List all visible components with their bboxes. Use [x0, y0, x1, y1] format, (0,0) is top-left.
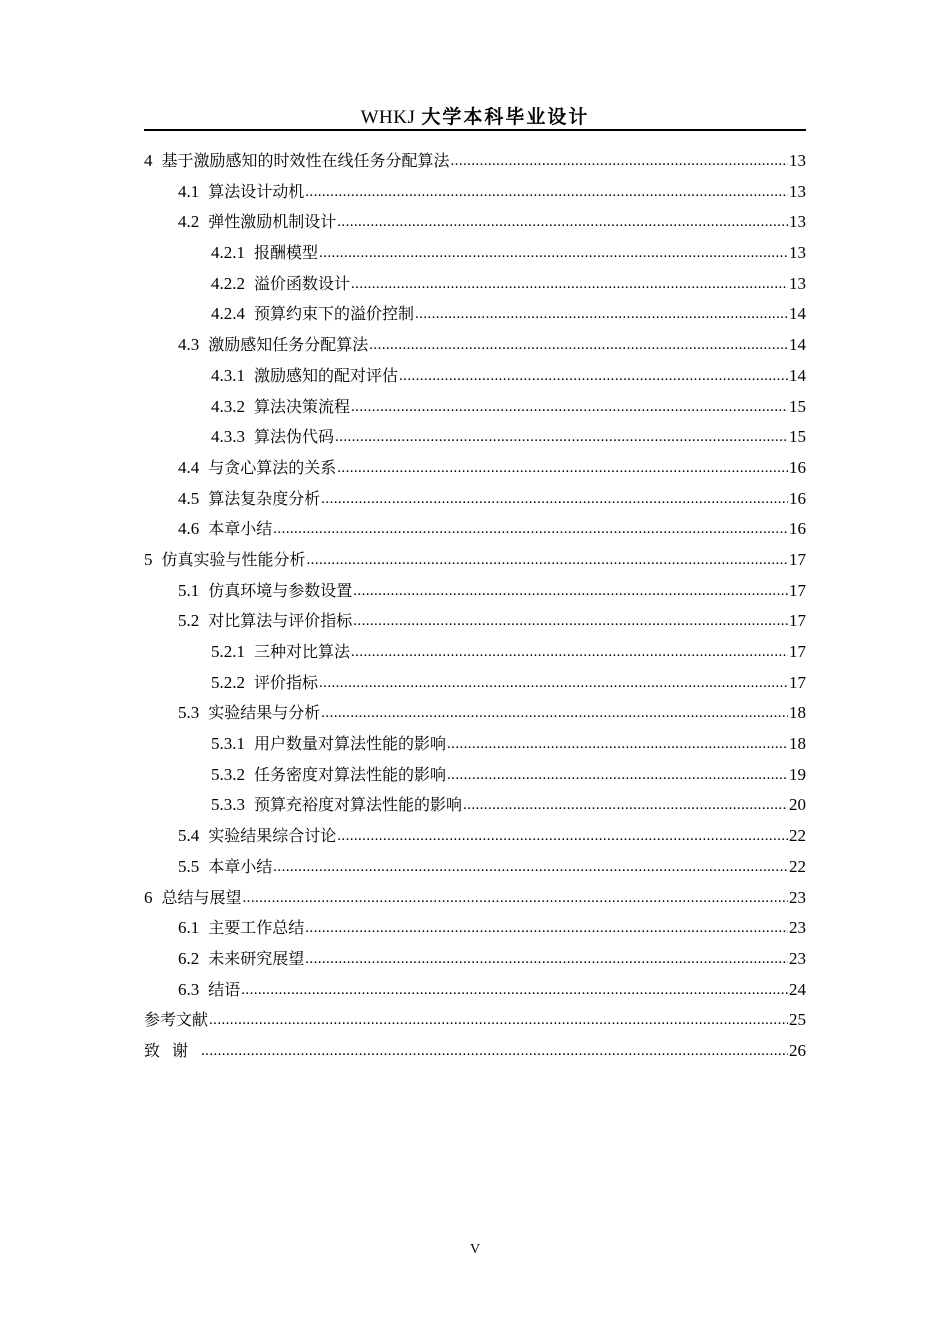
toc-entry-page: 15 [789, 427, 806, 447]
toc-entry-page: 15 [789, 396, 806, 416]
toc-entry-title: 算法伪代码 [254, 427, 335, 447]
toc-entry-number: 4.2 [178, 212, 200, 232]
toc-dot-leader [337, 821, 788, 852]
toc-entry-page: 14 [789, 304, 806, 324]
toc-entry-title: 未来研究展望 [208, 948, 305, 968]
toc-entry[interactable] [144, 944, 806, 975]
toc-dot-leader [335, 422, 788, 453]
toc-entry-page: 13 [789, 243, 806, 263]
toc-entry[interactable] [144, 821, 806, 852]
toc-entry-number: 6 [144, 887, 153, 907]
toc-entry-number: 4.2.2 [211, 273, 245, 293]
toc-entry-number: 4.3 [178, 335, 200, 355]
toc-entry-number: 6.2 [178, 948, 200, 968]
toc-dot-leader [447, 760, 788, 791]
toc-entry-number: 5.3.2 [211, 764, 245, 784]
toc-entry-title: 三种对比算法 [254, 642, 351, 661]
toc-entry[interactable] [144, 852, 806, 883]
toc-dot-leader [351, 269, 788, 300]
toc-dot-leader [243, 883, 788, 914]
toc-entry-page: 17 [789, 642, 806, 661]
toc-entry-page: 23 [789, 948, 806, 968]
toc-entry[interactable] [144, 883, 806, 914]
toc-dot-leader [209, 1005, 788, 1036]
toc-entry-page: 17 [789, 611, 806, 631]
toc-entry[interactable] [144, 729, 806, 760]
toc-entry[interactable] [144, 269, 806, 300]
toc-dot-leader [353, 576, 788, 607]
toc-dot-leader [273, 852, 788, 883]
toc-dot-leader [321, 484, 788, 515]
toc-entry-number: 5.2.1 [211, 642, 245, 661]
toc-dot-leader [447, 729, 788, 760]
page-header [144, 104, 806, 130]
toc-entry[interactable] [144, 760, 806, 791]
toc-entry-page: 13 [789, 181, 806, 201]
toc-dot-leader [351, 392, 788, 423]
toc-entry-number: 6.3 [178, 979, 200, 999]
toc-dot-leader [241, 975, 788, 1006]
toc-entry[interactable] [144, 975, 806, 1006]
toc-entry-page: 19 [789, 764, 806, 784]
toc-dot-leader [319, 238, 788, 269]
toc-dot-leader [307, 545, 788, 576]
toc-entry-page: 13 [789, 273, 806, 293]
toc-entry[interactable] [144, 514, 806, 545]
toc-entry-page: 22 [789, 856, 806, 876]
header-rule [144, 129, 806, 131]
toc-entry-title: 总结与展望 [161, 887, 242, 907]
toc-entry-number: 4.6 [178, 519, 200, 539]
toc-entry-number: 5 [144, 549, 153, 569]
toc-entry-title: 仿真环境与参数设置 [208, 580, 353, 600]
toc-entry-page: 13 [789, 212, 806, 232]
toc-entry-title: 用户数量对算法性能的影响 [254, 734, 447, 754]
toc-entry-page: 16 [789, 519, 806, 539]
toc-entry-title: 基于激励感知的时效性在线任务分配算法 [161, 151, 450, 170]
toc-entry[interactable] [144, 913, 806, 944]
toc-entry[interactable] [144, 1005, 806, 1036]
toc-entry[interactable] [144, 606, 806, 637]
toc-entry[interactable] [144, 637, 806, 668]
toc-dot-leader [305, 944, 788, 975]
header-latin: WHKJ [360, 107, 416, 128]
toc-entry-number: 5.1 [178, 580, 200, 600]
toc-entry-title: 致谢 [144, 1040, 201, 1060]
toc-dot-leader [201, 1036, 788, 1067]
toc-entry-number: 4.3.2 [211, 396, 245, 416]
toc-entry[interactable] [144, 299, 806, 330]
toc-entry-page: 23 [789, 887, 806, 907]
toc-entry-number: 6.1 [178, 918, 200, 938]
toc-entry[interactable] [144, 453, 806, 484]
toc-dot-leader [351, 637, 788, 668]
toc-entry-number: 5.2 [178, 611, 200, 631]
toc-entry[interactable] [144, 698, 806, 729]
toc-entry-page: 20 [789, 795, 806, 815]
toc-entry-title: 实验结果与分析 [208, 703, 321, 723]
toc-entry-page: 16 [789, 457, 806, 477]
toc-entry[interactable] [144, 238, 806, 269]
toc-entry[interactable] [144, 330, 806, 361]
toc-entry-title: 预算约束下的溢价控制 [254, 304, 415, 324]
toc-entry-number: 5.2.2 [211, 672, 245, 692]
toc-entry-page: 22 [789, 826, 806, 846]
toc-entry-number: 4.3.1 [211, 365, 245, 385]
toc-entry-title: 仿真实验与性能分析 [161, 549, 306, 569]
toc-entry[interactable] [144, 207, 806, 238]
toc-entry[interactable] [144, 668, 806, 699]
table-of-contents [144, 146, 806, 1067]
toc-entry-title: 实验结果综合讨论 [208, 826, 337, 846]
toc-dot-leader [305, 913, 788, 944]
toc-dot-leader [273, 514, 788, 545]
toc-entry-page: 26 [789, 1040, 806, 1060]
toc-entry-page: 18 [789, 703, 806, 723]
header-title: 大学本科毕业设计 [421, 106, 590, 128]
toc-entry[interactable] [144, 361, 806, 392]
toc-entry[interactable] [144, 392, 806, 423]
toc-entry-page: 18 [789, 734, 806, 754]
toc-entry-number: 4.3.3 [211, 427, 245, 447]
toc-entry-page: 25 [789, 1010, 806, 1030]
toc-entry-page: 16 [789, 488, 806, 508]
toc-entry[interactable] [144, 576, 806, 607]
toc-entry-number: 4.2.1 [211, 243, 245, 263]
toc-entry-title: 激励感知任务分配算法 [208, 335, 369, 355]
toc-entry-title: 主要工作总结 [208, 918, 305, 938]
toc-entry[interactable] [144, 790, 806, 821]
toc-entry-number: 5.4 [178, 826, 200, 846]
toc-entry[interactable] [144, 1036, 806, 1067]
toc-entry[interactable] [144, 484, 806, 515]
toc-entry-number: 5.5 [178, 856, 200, 876]
toc-entry-title: 本章小结 [208, 856, 273, 876]
toc-dot-leader [369, 330, 788, 361]
toc-entry-number: 4.4 [178, 457, 200, 477]
toc-entry-number: 5.3.1 [211, 734, 245, 754]
toc-entry-title: 结语 [208, 979, 241, 999]
toc-entry[interactable] [144, 545, 806, 576]
toc-dot-leader [463, 790, 788, 821]
toc-entry-title: 报酬模型 [254, 243, 319, 263]
toc-entry-number: 4 [144, 151, 153, 170]
toc-dot-leader [353, 606, 788, 637]
toc-entry-title: 对比算法与评价指标 [208, 611, 353, 631]
toc-entry-number: 5.3.3 [211, 795, 245, 815]
toc-entry-page: 23 [789, 918, 806, 938]
toc-entry-title: 溢价函数设计 [254, 273, 351, 293]
toc-dot-leader [305, 177, 788, 208]
toc-dot-leader [415, 299, 788, 330]
toc-entry-title: 预算充裕度对算法性能的影响 [254, 795, 463, 815]
toc-entry-number: 4.2.4 [211, 304, 245, 324]
toc-entry-title: 算法设计动机 [208, 181, 305, 201]
toc-entry[interactable] [144, 146, 806, 177]
toc-entry-title: 算法决策流程 [254, 396, 351, 416]
toc-entry-page: 13 [789, 151, 806, 170]
toc-entry-title: 算法复杂度分析 [208, 488, 321, 508]
toc-dot-leader [337, 207, 788, 238]
page-number: V [469, 1242, 481, 1257]
toc-entry-number: 4.5 [178, 488, 200, 508]
toc-dot-leader [451, 146, 788, 177]
toc-entry-title: 任务密度对算法性能的影响 [254, 764, 447, 784]
toc-entry-title: 本章小结 [208, 519, 273, 539]
toc-entry-title: 评价指标 [254, 672, 319, 692]
toc-entry-title: 激励感知的配对评估 [254, 365, 399, 385]
toc-dot-leader [321, 698, 788, 729]
toc-entry[interactable] [144, 422, 806, 453]
toc-entry-title: 参考文献 [144, 1010, 209, 1030]
toc-entry-title: 与贪心算法的关系 [208, 457, 337, 477]
toc-entry-page: 17 [789, 580, 806, 600]
toc-entry-page: 14 [789, 335, 806, 355]
toc-entry-page: 17 [789, 672, 806, 692]
toc-entry[interactable] [144, 177, 806, 208]
toc-entry-number: 5.3 [178, 703, 200, 723]
toc-entry-title: 弹性激励机制设计 [208, 212, 337, 232]
toc-entry-page: 17 [789, 549, 806, 569]
toc-dot-leader [319, 668, 788, 699]
toc-entry-number: 4.1 [178, 181, 200, 201]
toc-dot-leader [399, 361, 788, 392]
toc-entry-page: 14 [789, 365, 806, 385]
toc-entry-page: 24 [789, 979, 806, 999]
toc-dot-leader [337, 453, 788, 484]
